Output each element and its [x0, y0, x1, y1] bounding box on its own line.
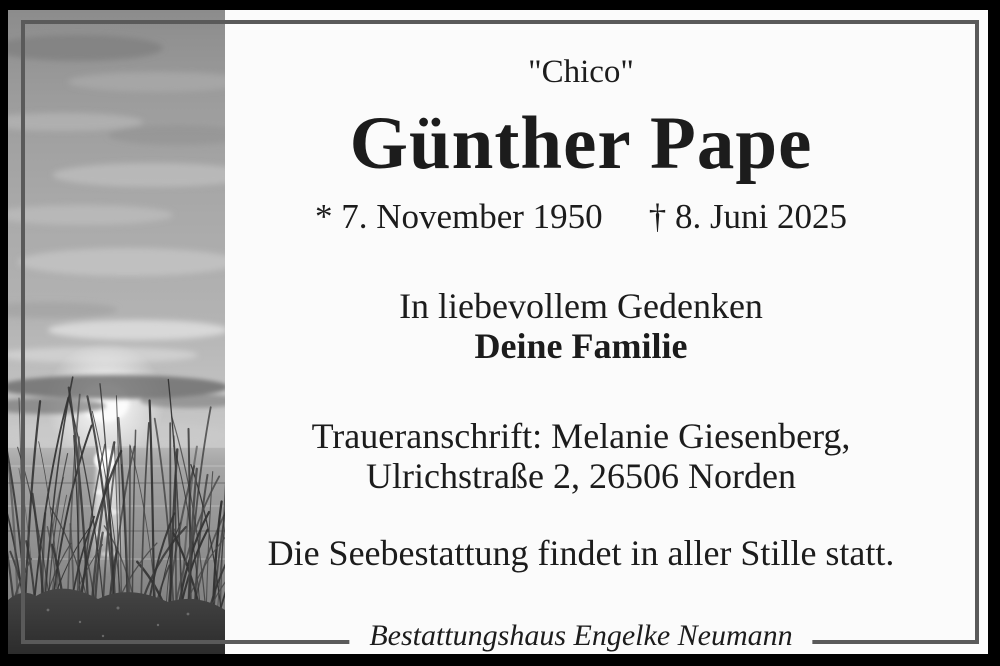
deceased-name: Günther Pape — [349, 102, 813, 185]
mourning-address-line2: Ulrichstraße 2, 26506 Norden — [366, 456, 796, 496]
nickname: "Chico" — [528, 54, 634, 90]
memorial-line: In liebevollem Gedenken — [399, 286, 763, 326]
birth-date: * 7. November 1950 — [314, 197, 603, 236]
memorial-photo — [8, 10, 225, 654]
obituary-notice — [8, 10, 988, 654]
life-dates — [225, 199, 937, 234]
burial-note: Die Seebestattung findet in aller Stille statt. — [267, 533, 895, 573]
mourning-address-line1: Traueranschrift: Melanie Giesenberg, — [311, 416, 851, 456]
death-date: † 8. Juni 2025 — [648, 197, 848, 236]
notice-text-column — [225, 10, 937, 654]
family-line: Deine Familie — [474, 326, 688, 366]
horizon-line — [8, 446, 225, 448]
sunset-photo-graphic — [8, 10, 225, 654]
funeral-home-name: Bestattungshaus Engelke Neumann — [349, 621, 812, 651]
